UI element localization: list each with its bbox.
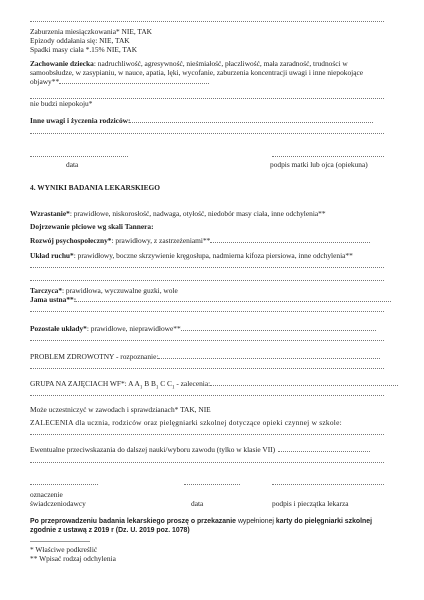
growth-text: : prawidłowe, niskorosłość, nadwaga, otyłość, niedobór masy ciała, inne odchylenia**: [69, 209, 326, 218]
parent-signature-line: [272, 156, 384, 157]
growth-label: Wzrastanie*: [30, 209, 70, 218]
doctor-date-line: [184, 484, 240, 485]
date-line: [30, 156, 128, 157]
child-behavior: [30, 59, 384, 86]
dotted-line: [30, 133, 384, 134]
contraindications: [30, 445, 370, 454]
doctor-date-label: data: [191, 499, 204, 508]
dotted-line: [30, 434, 384, 435]
date-label: data: [66, 160, 79, 169]
menstrual-disorders: Zaburzenia miesiączkowania* NIE, TAK: [30, 27, 152, 36]
dotted-line: [30, 21, 384, 22]
oral-label: Jama ustna**:: [30, 295, 77, 304]
child-behavior-label: Zachowanie dziecka: [30, 59, 94, 68]
dotted-line: [30, 267, 384, 268]
other-systems: [30, 324, 376, 333]
recommendations: [30, 418, 342, 427]
can-compete: Może uczestniczyć w zawodach i sprawdzianach* TAK, NIE: [30, 405, 211, 414]
health-problem: [30, 352, 380, 361]
thyroid: [30, 286, 178, 295]
provider-code-label: oznaczenie: [30, 490, 63, 499]
motor-system: [30, 251, 353, 260]
thyroid-label: Tarczyca*: [30, 286, 63, 295]
provider-code-label-2: świadczeniodawcy: [30, 499, 86, 508]
contraindications-label: Ewentualne przeciwskazania do dalszej nauki/wyboru zawodu (tylko w klasie VII): [30, 445, 276, 454]
growth: [30, 209, 326, 218]
no-concern: nie budzi niepokoju*: [30, 99, 93, 108]
psychomotor-label: Rozwój psychospołeczny*: [30, 236, 112, 245]
footnote-2: ** Wpisać rodzaj odchylenia: [30, 554, 116, 563]
other-text: : prawidłowe, nieprawidłowe**: [86, 324, 181, 333]
handover-notice: Po przeprowadzeniu badania lekarskiego proszę o przekazanie wypełnionej karty do pielęgniarki szkolnej zgodnie z ustawą z 2019 r (Dz. U. 2019 poz. 1078): [30, 518, 372, 534]
footnote-divider: [30, 541, 90, 542]
health-problem-label: PROBLEM ZDROWOTNY - rozpoznanie:: [30, 352, 159, 361]
pe-group: GRUPA NA ZAJĘCIACH WF*: A $A_1$ B $B_1$ C $C_1$ - zalecenia:: [30, 379, 398, 392]
oral-cavity: [30, 295, 391, 304]
section-4-title: 4. WYNIKI BADANIA LEKARSKIEGO: [30, 183, 161, 192]
parent-remarks-label: Inne uwagi i życzenia rodziców:: [30, 116, 131, 125]
other-label: Pozostałe układy*: [30, 324, 87, 333]
dotted-line: [30, 280, 384, 281]
enuresis-episodes: Epizody oddałania się: NIE, TAK: [30, 36, 130, 45]
thyroid-text: : prawidłowa, wyczuwalne guzki, wole: [62, 286, 178, 295]
parent-signature-label: podpis matki lub ojca (opiekuna): [270, 160, 368, 169]
weight-loss: Spadki masy ciała *.15% NIE, TAK: [30, 45, 138, 54]
dotted-line: [30, 462, 384, 463]
motor-text: : prawidłowy, boczne skrzywienie kręgosłupa, nadmierna kifoza piersiowa, inne odchylenia**: [73, 251, 353, 260]
footnote-1: * Właściwe podkreślić: [30, 545, 98, 554]
dotted-line: [30, 395, 384, 396]
parent-remarks: [30, 116, 373, 125]
child-behavior-text: : nadruchliwość, agresywność, nieśmiałość, płaczliwość, mała zaradność, trudności w samoobsłudze, w zasypianiu, w nauce, apatia, lęki, wycofanie, zaburzenia koncentracji uwagi i inne niepokojące objawy**: [30, 59, 364, 86]
dotted-line: [30, 311, 384, 312]
dotted-line: [30, 368, 384, 369]
psychomotor: [30, 236, 370, 245]
psychomotor-text: : prawidłowy, z zastrzeżeniami**: [111, 236, 211, 245]
recommendations-label: ZALECENIA dla ucznia, rodziców oraz pielęgniarki szkolnej dotyczące opieki czynnej w szkole:: [30, 418, 342, 427]
motor-label: Układ ruchu*: [30, 251, 74, 260]
doctor-signature-line: [272, 484, 384, 485]
puberty-tanner: Dojrzewanie płciowe wg skali Tannera:: [30, 222, 154, 231]
dotted-line: [30, 340, 384, 341]
code-line: [30, 484, 98, 485]
doctor-signature-label: podpis i pieczątka lekarza: [272, 499, 349, 508]
